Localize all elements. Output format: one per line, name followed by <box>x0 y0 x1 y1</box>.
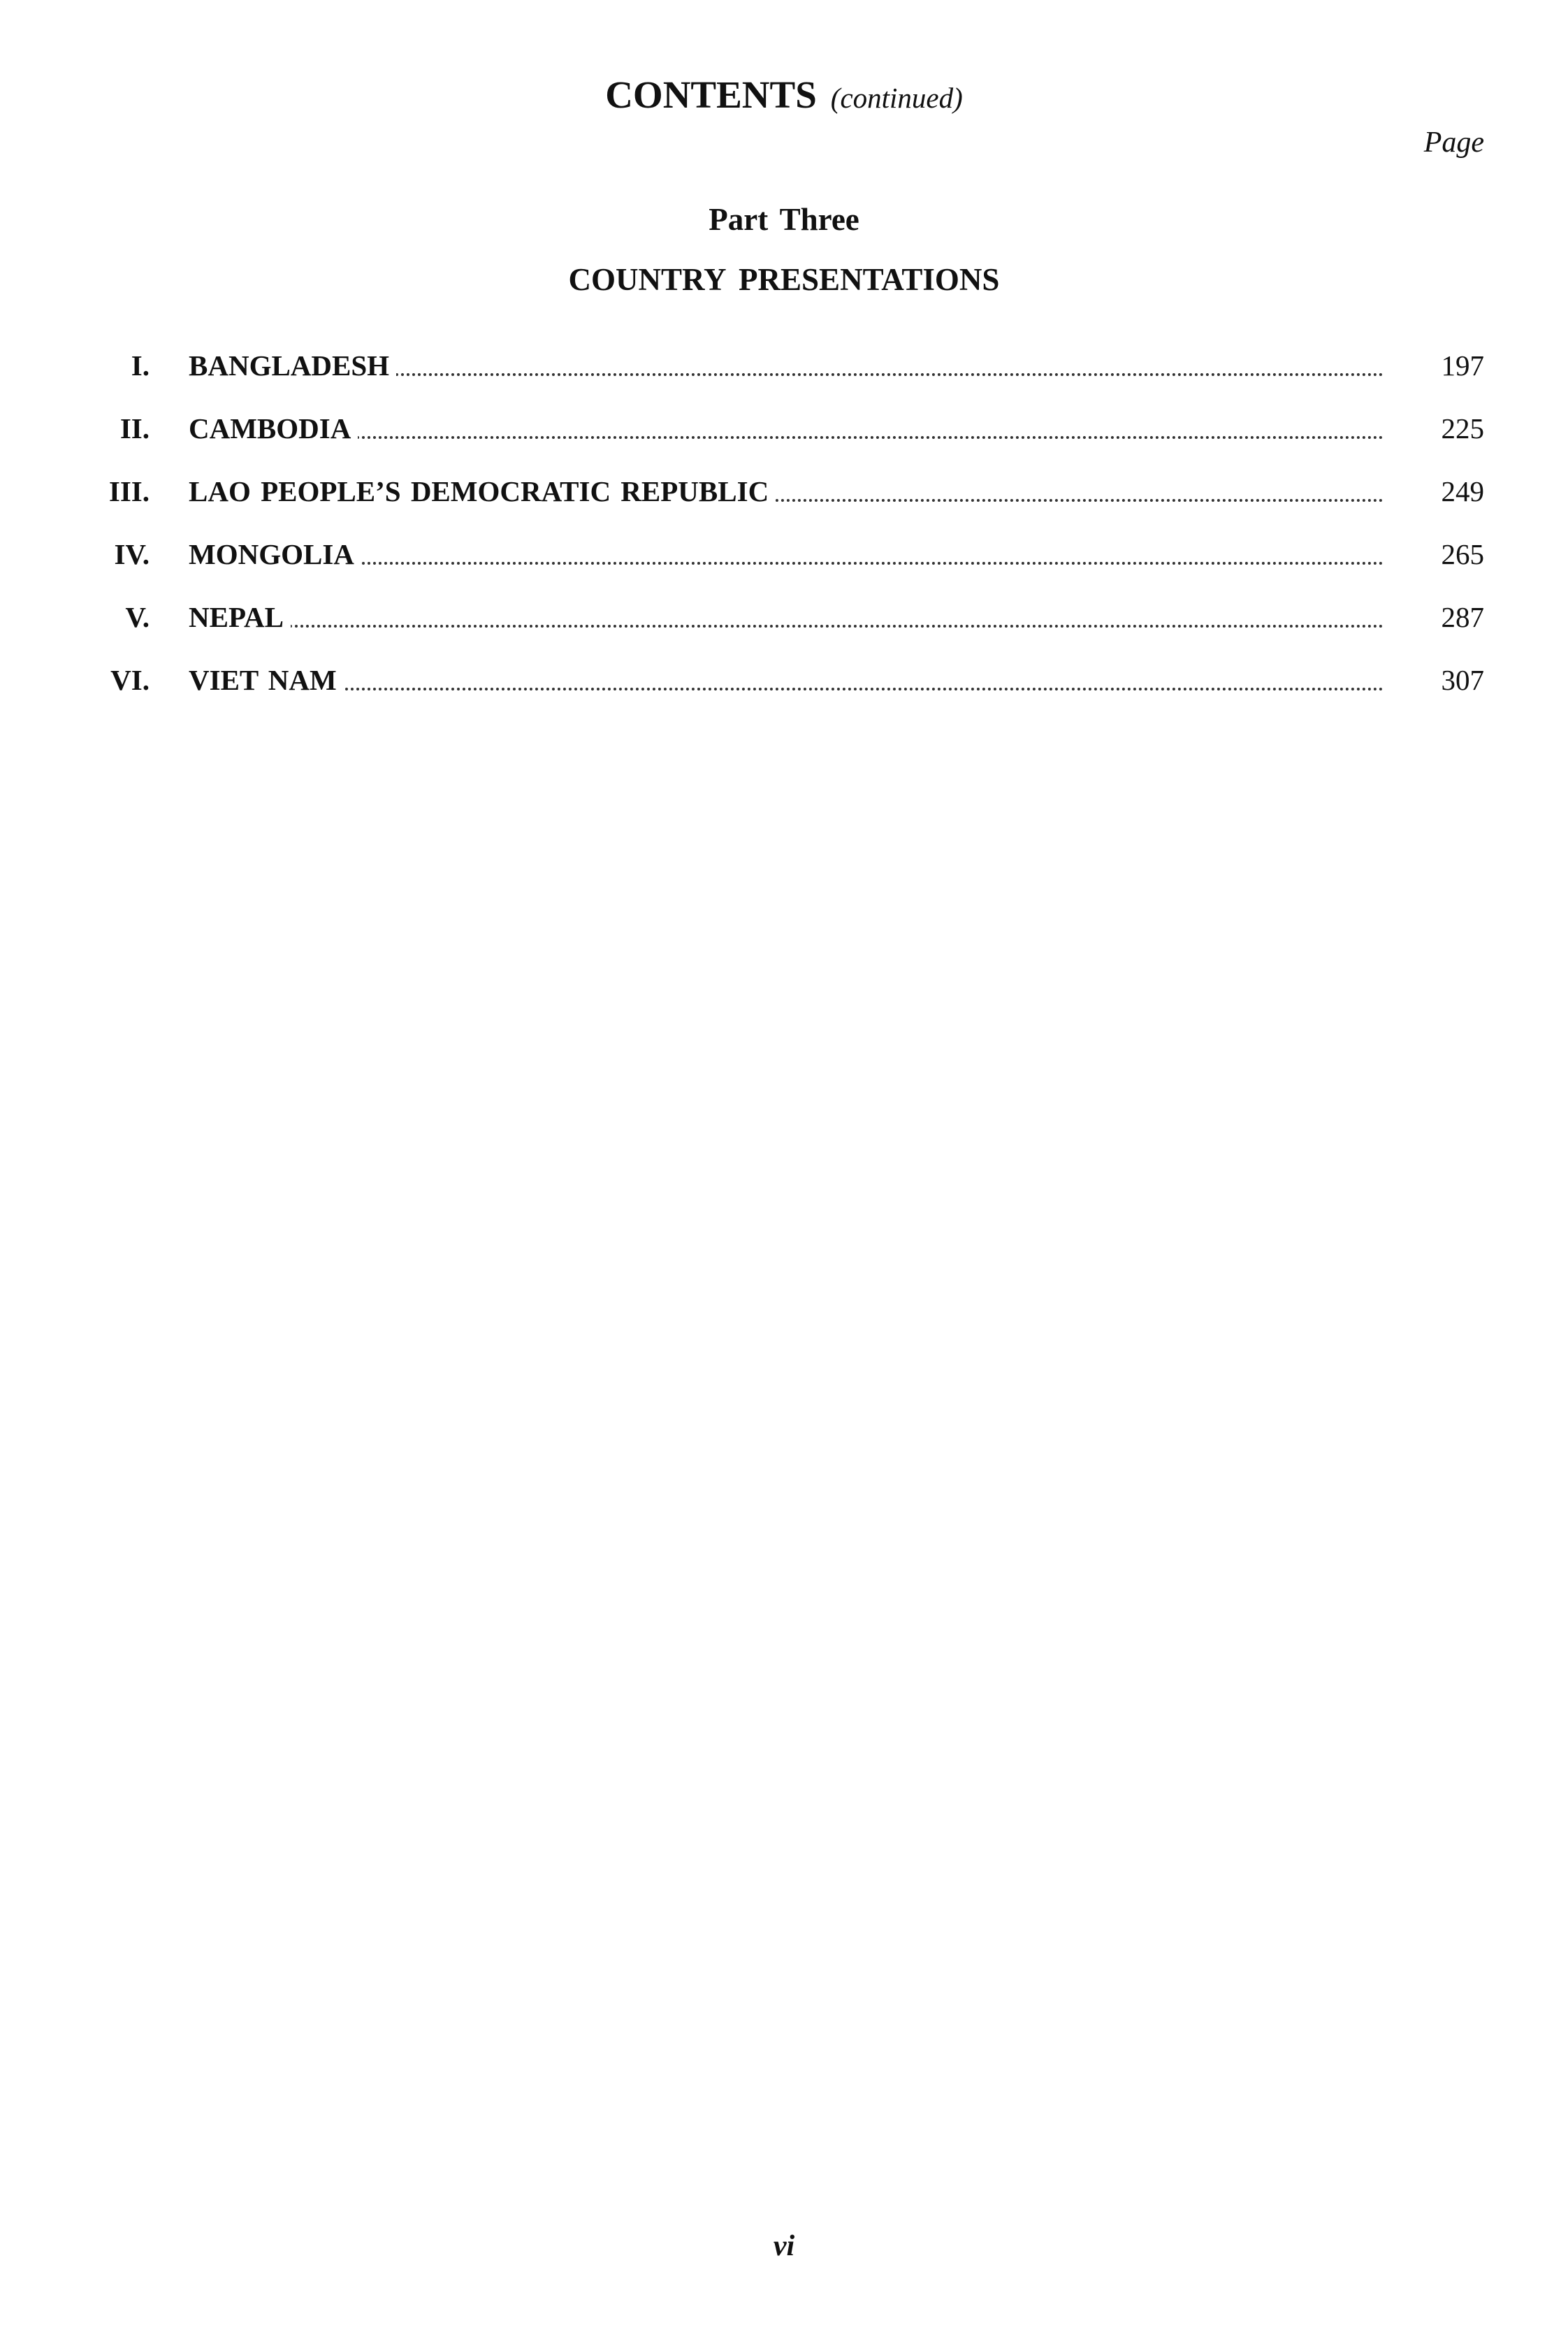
page-title: CONTENTS <box>605 73 817 116</box>
toc-entry-page: 287 <box>1441 601 1484 633</box>
toc-entry-body <box>189 474 1384 509</box>
toc-entry-body <box>189 348 1384 383</box>
toc-entry-number: V. <box>125 601 150 633</box>
toc-entry-number: VI. <box>110 664 150 696</box>
toc-entry-label: LAO PEOPLE’S DEMOCRATIC REPUBLIC <box>189 475 776 507</box>
toc-entry-body <box>189 600 1384 635</box>
toc-entry-number: I. <box>131 349 150 382</box>
toc-entry-page: 307 <box>1441 664 1484 696</box>
toc-entry-cambodia[interactable] <box>0 411 1568 474</box>
dot-leader <box>189 562 1384 565</box>
toc-entry-body <box>189 411 1384 446</box>
page-subtitle: (continued) <box>830 82 963 114</box>
toc-entry-bangladesh[interactable] <box>0 348 1568 411</box>
page-column-label: Page <box>1423 126 1484 159</box>
toc-entry-label: CAMBODIA <box>189 412 358 444</box>
toc-entry-number: IV. <box>114 538 150 570</box>
dot-leader <box>189 625 1384 628</box>
toc-list <box>0 348 1568 725</box>
toc-entry-nepal[interactable] <box>0 600 1568 663</box>
toc-entry-body <box>189 537 1384 572</box>
toc-entry-page: 249 <box>1441 475 1484 507</box>
contents-heading <box>0 75 1568 114</box>
toc-entry-mongolia[interactable] <box>0 537 1568 600</box>
toc-entry-lao[interactable] <box>0 474 1568 537</box>
toc-entry-body <box>189 663 1384 697</box>
toc-entry-number: III. <box>108 475 150 507</box>
toc-entry-viet-nam[interactable] <box>0 663 1568 725</box>
toc-entry-label: BANGLADESH <box>189 349 396 382</box>
dot-leader <box>189 688 1384 690</box>
toc-entry-number: II. <box>119 412 150 444</box>
part-title: Part Three <box>709 202 859 237</box>
toc-entry-page: 225 <box>1441 412 1484 444</box>
toc-entry-page: 265 <box>1441 538 1484 570</box>
toc-entry-label: MONGOLIA <box>189 538 361 570</box>
page-folio: vi <box>773 2230 795 2262</box>
toc-entry-label: VIET NAM <box>189 664 344 696</box>
section-title: COUNTRY PRESENTATIONS <box>568 262 1000 297</box>
toc-entry-label: NEPAL <box>189 601 291 633</box>
toc-entry-page: 197 <box>1441 349 1484 382</box>
dot-leader <box>189 436 1384 439</box>
